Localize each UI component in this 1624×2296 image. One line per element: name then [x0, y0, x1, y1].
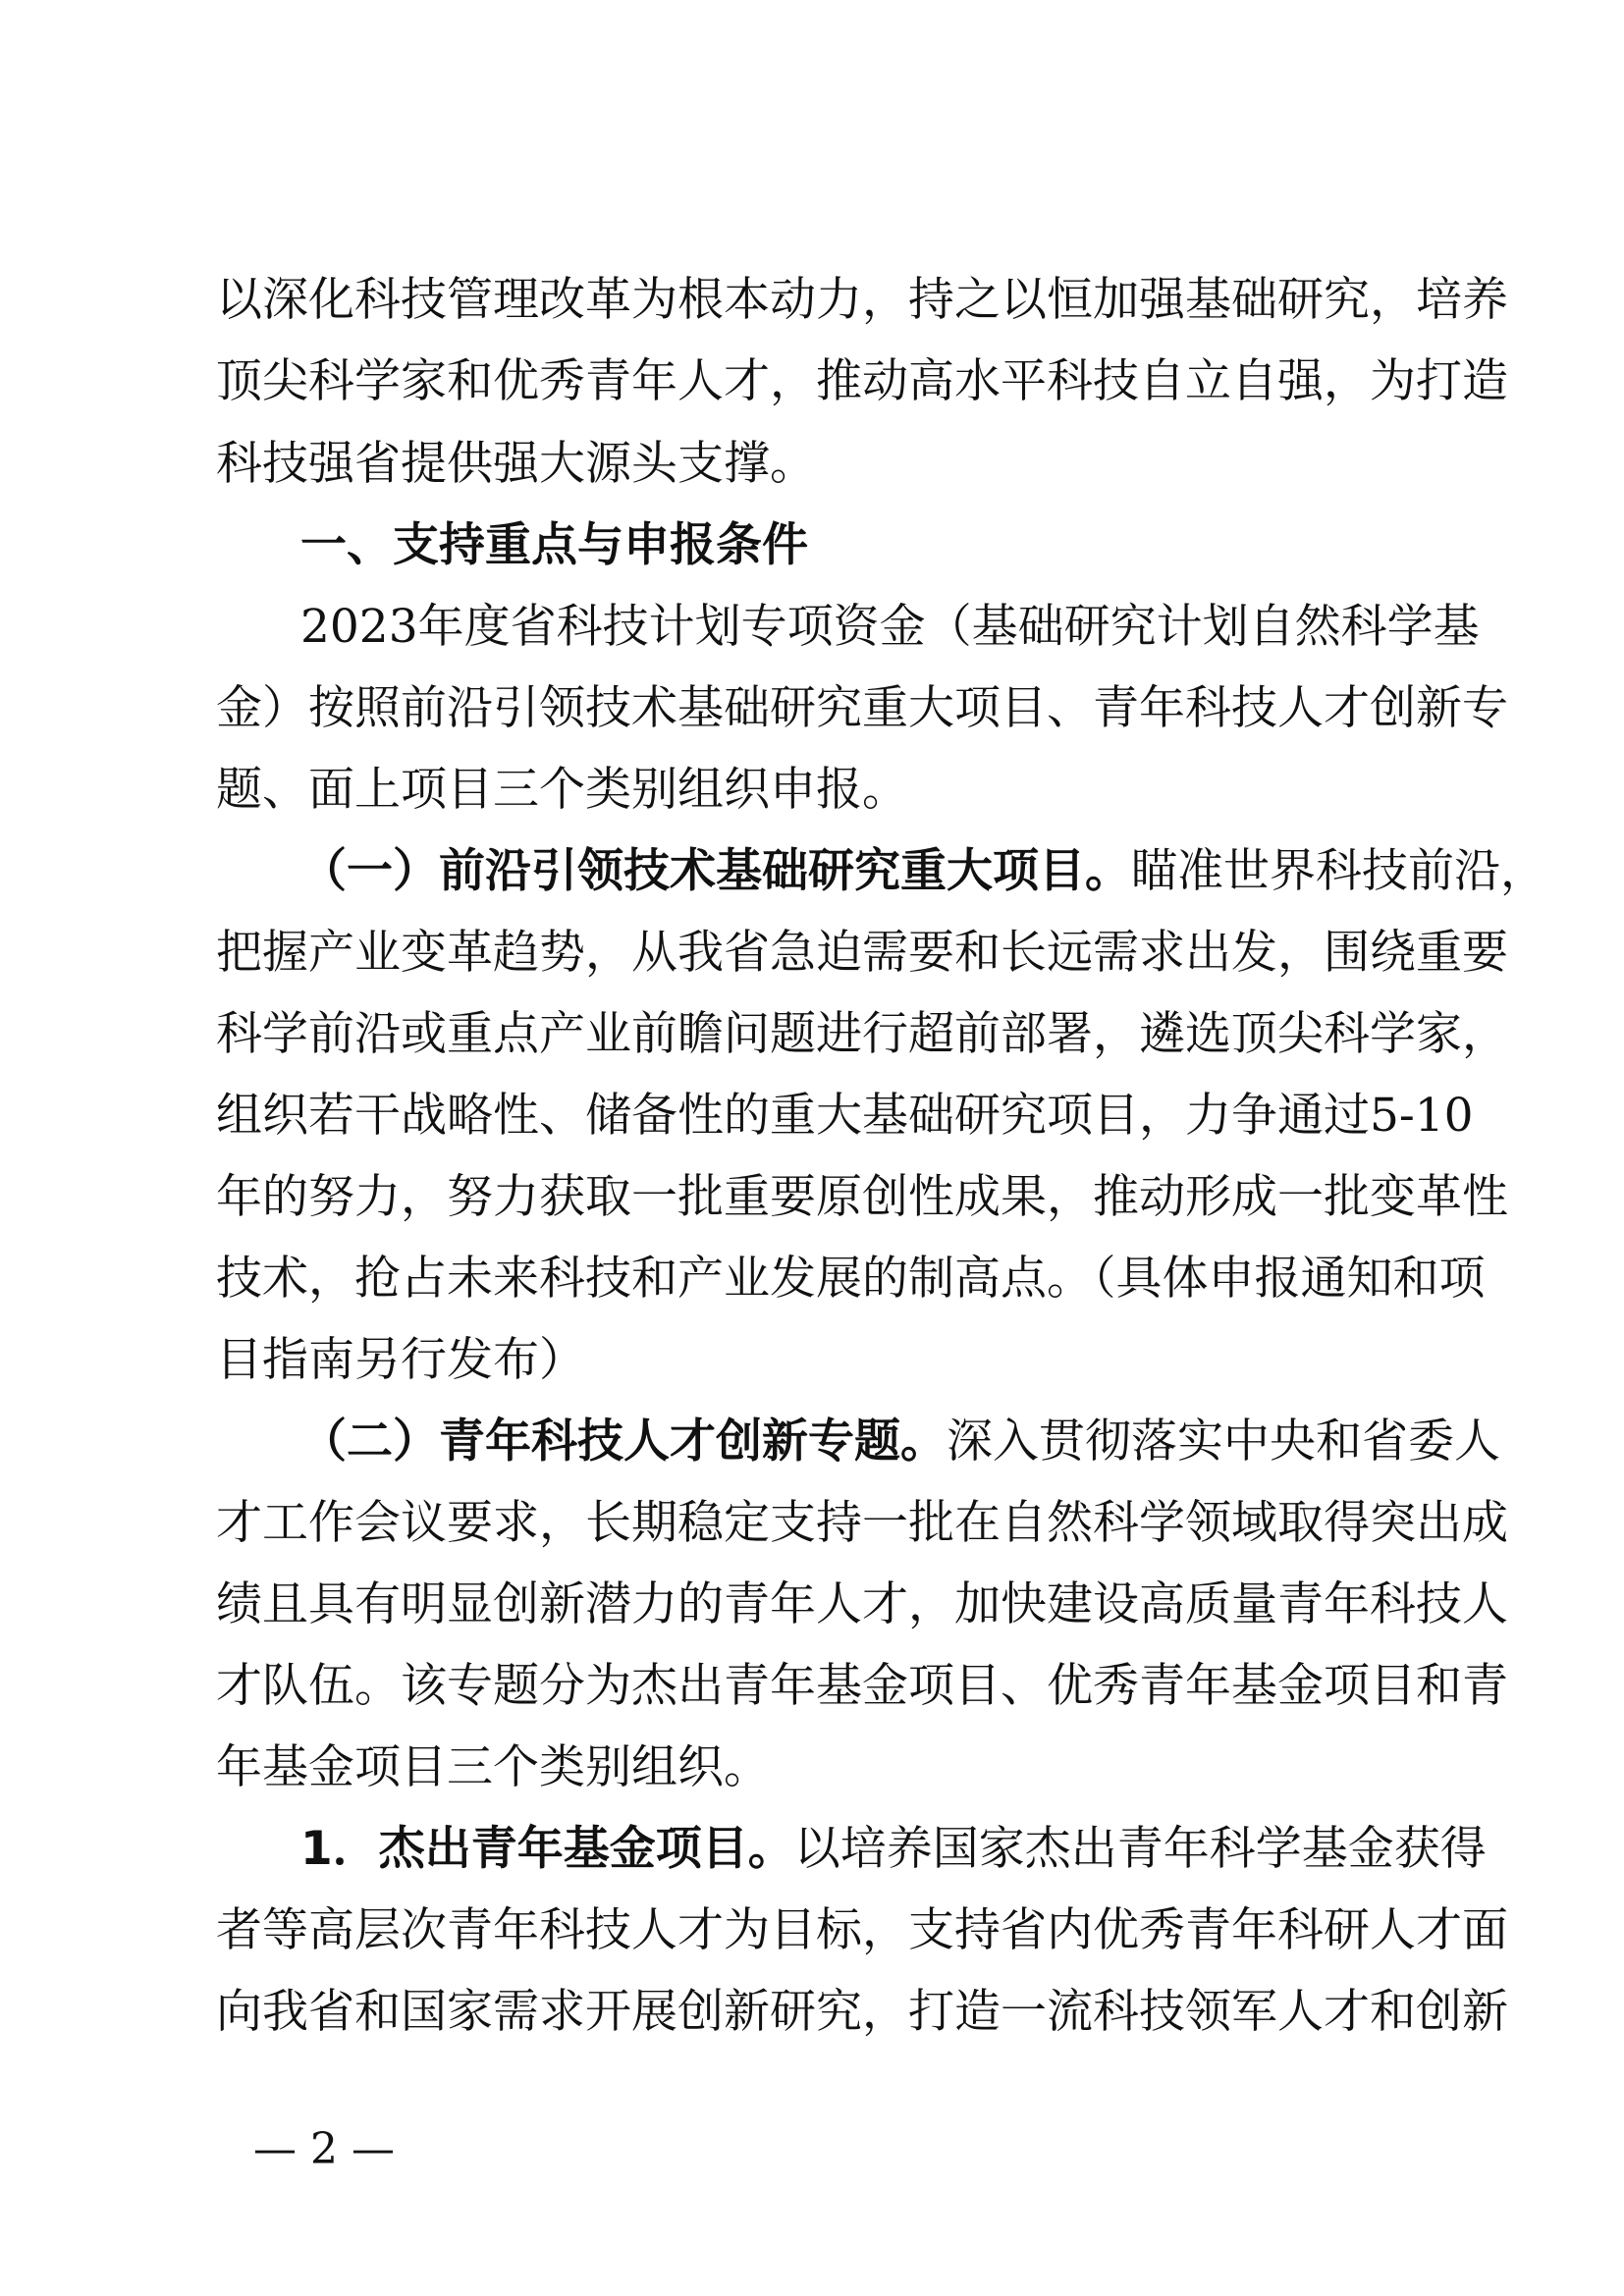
body-line: 组织若干战略性、储备性的重大基础研究项目，力争通过5-10	[216, 1089, 1474, 1143]
item-first-line	[300, 1413, 1500, 1471]
item-title: （一）前沿引领技术基础研究重大项目。	[300, 844, 1131, 898]
body-line: 2023年度省科技计划专项资金（基础研究计划自然科学基	[300, 600, 1480, 654]
item-text: 深入贯彻落实中央和省委人	[947, 1415, 1500, 1468]
body-line: 题、面上项目三个类别组织申报。	[216, 763, 908, 817]
body-line: 技术，抢占未来科技和产业发展的制高点。（具体申报通知和项	[216, 1252, 1486, 1306]
body-line: 才队伍。该专题分为杰出青年基金项目、优秀青年基金项目和青	[216, 1659, 1508, 1713]
body-line: 年的努力，努力获取一批重要原创性成果，推动形成一批变革性	[216, 1170, 1508, 1224]
body-line: 向我省和国家需求开展创新研究，打造一流科技领军人才和创新	[216, 1985, 1508, 2039]
body-line: 顶尖科学家和优秀青年人才，推动高水平科技自立自强，为打造	[216, 354, 1508, 408]
body-line: 科学前沿或重点产业前瞻问题进行超前部署，遴选顶尖科学家，	[216, 1007, 1508, 1061]
item-title: （二）青年科技人才创新专题。	[300, 1415, 947, 1468]
body-line: 以深化科技管理改革为根本动力，持之以恒加强基础研究，培养	[216, 273, 1508, 327]
item-title: 1．杰出青年基金项目。	[300, 1822, 794, 1876]
body-line: 目指南另行发布）	[216, 1333, 585, 1387]
item-first-line	[300, 1820, 1487, 1879]
section-heading: 一、支持重点与申报条件	[300, 518, 808, 572]
body-line: 金）按照前沿引领技术基础研究重大项目、青年科技人才创新专	[216, 681, 1508, 735]
item-first-line	[300, 842, 1546, 901]
body-line: 才工作会议要求，长期稳定支持一批在自然科学领域取得突出成	[216, 1496, 1508, 1550]
item-text: 以培养国家杰出青年科学基金获得	[793, 1822, 1487, 1876]
body-line: 年基金项目三个类别组织。	[216, 1740, 770, 1794]
body-line: 把握产业变革趋势，从我省急迫需要和长远需求出发，围绕重要	[216, 926, 1508, 980]
body-line: 科技强省提供强大源头支撑。	[216, 437, 816, 491]
item-text: 瞄准世界科技前沿，	[1131, 844, 1546, 898]
body-line: 者等高层次青年科技人才为目标，支持省内优秀青年科研人才面	[216, 1903, 1508, 1957]
body-line: 绩且具有明显创新潜力的青年人才，加快建设高质量青年科技人	[216, 1577, 1508, 1631]
page-number: — 2 —	[253, 2124, 395, 2174]
